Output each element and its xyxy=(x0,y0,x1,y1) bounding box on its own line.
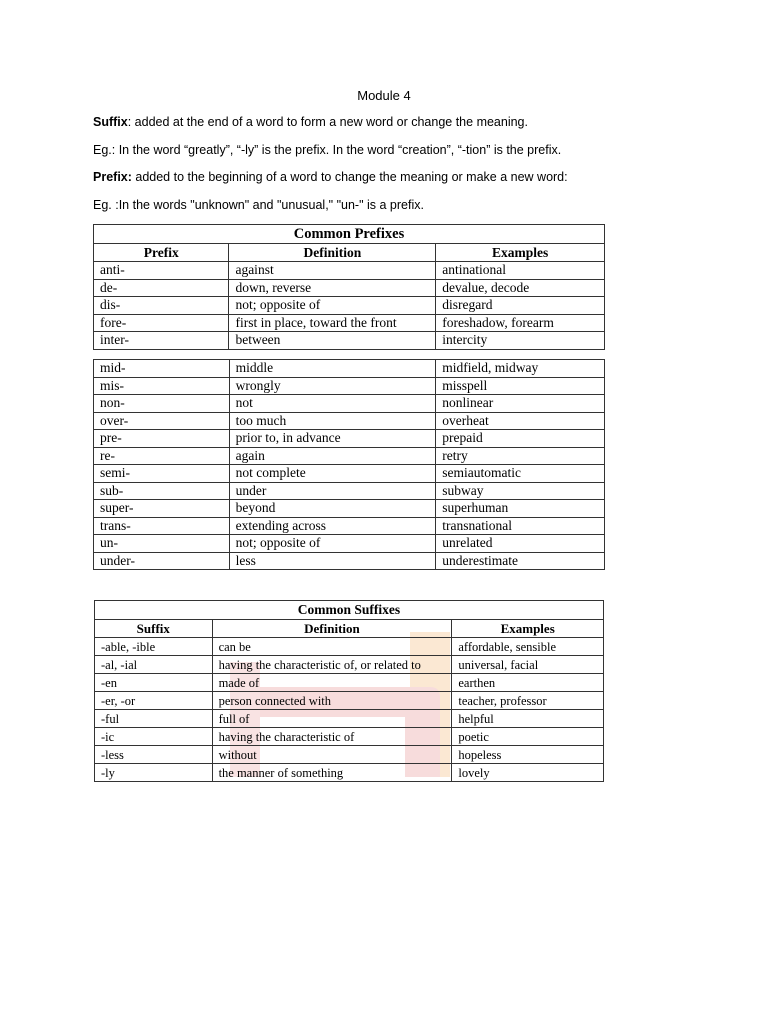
definition-cell: again xyxy=(229,447,436,465)
table-row xyxy=(95,746,604,764)
prefix-table-part2 xyxy=(93,359,605,570)
examples-cell: subway xyxy=(436,482,605,500)
prefix-table-caption: Common Prefixes xyxy=(94,225,605,244)
examples-cell: lovely xyxy=(452,764,604,782)
examples-column-header: Examples xyxy=(436,244,605,262)
examples-cell: disregard xyxy=(436,297,605,315)
definition-cell: beyond xyxy=(229,500,436,518)
definition-cell: can be xyxy=(212,638,452,656)
table-row xyxy=(94,535,605,553)
definition-cell: not; opposite of xyxy=(229,297,436,315)
examples-cell: antinational xyxy=(436,262,605,280)
definition-cell: wrongly xyxy=(229,377,436,395)
definition-cell: person connected with xyxy=(212,692,452,710)
affix-cell: super- xyxy=(94,500,230,518)
affix-cell: semi- xyxy=(94,465,230,483)
affix-cell: mis- xyxy=(94,377,230,395)
definition-cell: having the characteristic of, or related to xyxy=(212,656,452,674)
prefix-example: Eg. :In the words "unknown" and "unusual," "un-" is a prefix. xyxy=(93,198,424,212)
definition-cell: less xyxy=(229,552,436,570)
affix-cell: anti- xyxy=(94,262,229,280)
examples-cell: overheat xyxy=(436,412,605,430)
prefix-term: Prefix: xyxy=(93,170,132,184)
examples-cell: helpful xyxy=(452,710,604,728)
affix-cell: sub- xyxy=(94,482,230,500)
affix-cell: inter- xyxy=(94,332,229,350)
table-row xyxy=(94,482,605,500)
prefix-table-part1 xyxy=(93,224,605,350)
affix-cell: -al, -ial xyxy=(95,656,213,674)
affix-cell: mid- xyxy=(94,360,230,378)
affix-cell: pre- xyxy=(94,430,230,448)
examples-cell: midfield, midway xyxy=(436,360,605,378)
page-title: Module 4 xyxy=(357,88,411,103)
examples-cell: nonlinear xyxy=(436,395,605,413)
table-row xyxy=(95,692,604,710)
table-row xyxy=(94,377,605,395)
table-row xyxy=(95,638,604,656)
examples-cell: prepaid xyxy=(436,430,605,448)
affix-cell: -ic xyxy=(95,728,213,746)
table-row xyxy=(94,552,605,570)
definition-cell: extending across xyxy=(229,517,436,535)
suffix-example: Eg.: In the word “greatly”, “-ly” is the prefix. In the word “creation”, “-tion” is the prefix. xyxy=(93,143,562,157)
affix-cell: -ful xyxy=(95,710,213,728)
definition-cell: between xyxy=(229,332,436,350)
examples-cell: underestimate xyxy=(436,552,605,570)
suffix-examples-column-header: Examples xyxy=(452,620,604,638)
table-row xyxy=(94,332,605,350)
table-row xyxy=(94,500,605,518)
examples-cell: earthen xyxy=(452,674,604,692)
table-row xyxy=(94,517,605,535)
definition-cell: first in place, toward the front xyxy=(229,314,436,332)
table-row xyxy=(95,656,604,674)
suffix-term: Suffix xyxy=(93,115,128,129)
affix-cell: un- xyxy=(94,535,230,553)
definition-cell: having the characteristic of xyxy=(212,728,452,746)
suffix-table-caption: Common Suffixes xyxy=(95,601,604,620)
affix-cell: -ly xyxy=(95,764,213,782)
examples-cell: semiautomatic xyxy=(436,465,605,483)
affix-cell: re- xyxy=(94,447,230,465)
table-row xyxy=(94,262,605,280)
examples-cell: superhuman xyxy=(436,500,605,518)
table-row xyxy=(95,728,604,746)
prefix-column-header: Prefix xyxy=(94,244,229,262)
affix-cell: -less xyxy=(95,746,213,764)
definition-cell: prior to, in advance xyxy=(229,430,436,448)
table-row xyxy=(94,395,605,413)
affix-cell: non- xyxy=(94,395,230,413)
affix-cell: over- xyxy=(94,412,230,430)
prefix-definition xyxy=(93,170,568,184)
affix-cell: under- xyxy=(94,552,230,570)
examples-cell: unrelated xyxy=(436,535,605,553)
definition-cell: down, reverse xyxy=(229,279,436,297)
table-row xyxy=(94,314,605,332)
examples-cell: intercity xyxy=(436,332,605,350)
table-row xyxy=(94,360,605,378)
affix-cell: -er, -or xyxy=(95,692,213,710)
definition-cell: without xyxy=(212,746,452,764)
examples-cell: retry xyxy=(436,447,605,465)
table-row xyxy=(95,764,604,782)
examples-cell: foreshadow, forearm xyxy=(436,314,605,332)
definition-cell: the manner of something xyxy=(212,764,452,782)
suffix-definition-column-header: Definition xyxy=(212,620,452,638)
definition-cell: against xyxy=(229,262,436,280)
definition-cell: full of xyxy=(212,710,452,728)
table-row xyxy=(94,465,605,483)
examples-cell: transnational xyxy=(436,517,605,535)
definition-cell: not; opposite of xyxy=(229,535,436,553)
examples-cell: universal, facial xyxy=(452,656,604,674)
definition-cell: middle xyxy=(229,360,436,378)
examples-cell: affordable, sensible xyxy=(452,638,604,656)
definition-cell: not xyxy=(229,395,436,413)
affix-cell: -able, -ible xyxy=(95,638,213,656)
table-row xyxy=(94,412,605,430)
table-row xyxy=(94,297,605,315)
suffix-table xyxy=(94,600,604,782)
suffix-definition xyxy=(93,115,528,129)
examples-cell: hopeless xyxy=(452,746,604,764)
suffix-column-header: Suffix xyxy=(95,620,213,638)
affix-cell: dis- xyxy=(94,297,229,315)
definition-column-header: Definition xyxy=(229,244,436,262)
definition-cell: made of xyxy=(212,674,452,692)
examples-cell: devalue, decode xyxy=(436,279,605,297)
affix-cell: -en xyxy=(95,674,213,692)
examples-cell: teacher, professor xyxy=(452,692,604,710)
definition-cell: not complete xyxy=(229,465,436,483)
affix-cell: trans- xyxy=(94,517,230,535)
table-row xyxy=(94,279,605,297)
table-row xyxy=(94,430,605,448)
affix-cell: de- xyxy=(94,279,229,297)
definition-cell: under xyxy=(229,482,436,500)
examples-cell: misspell xyxy=(436,377,605,395)
prefix-definition-text: added to the beginning of a word to change the meaning or make a new word: xyxy=(131,170,568,184)
table-row xyxy=(95,674,604,692)
table-row xyxy=(95,710,604,728)
table-row xyxy=(94,447,605,465)
definition-cell: too much xyxy=(229,412,436,430)
affix-cell: fore- xyxy=(94,314,229,332)
examples-cell: poetic xyxy=(452,728,604,746)
suffix-definition-text: : added at the end of a word to form a new word or change the meaning. xyxy=(127,115,528,129)
